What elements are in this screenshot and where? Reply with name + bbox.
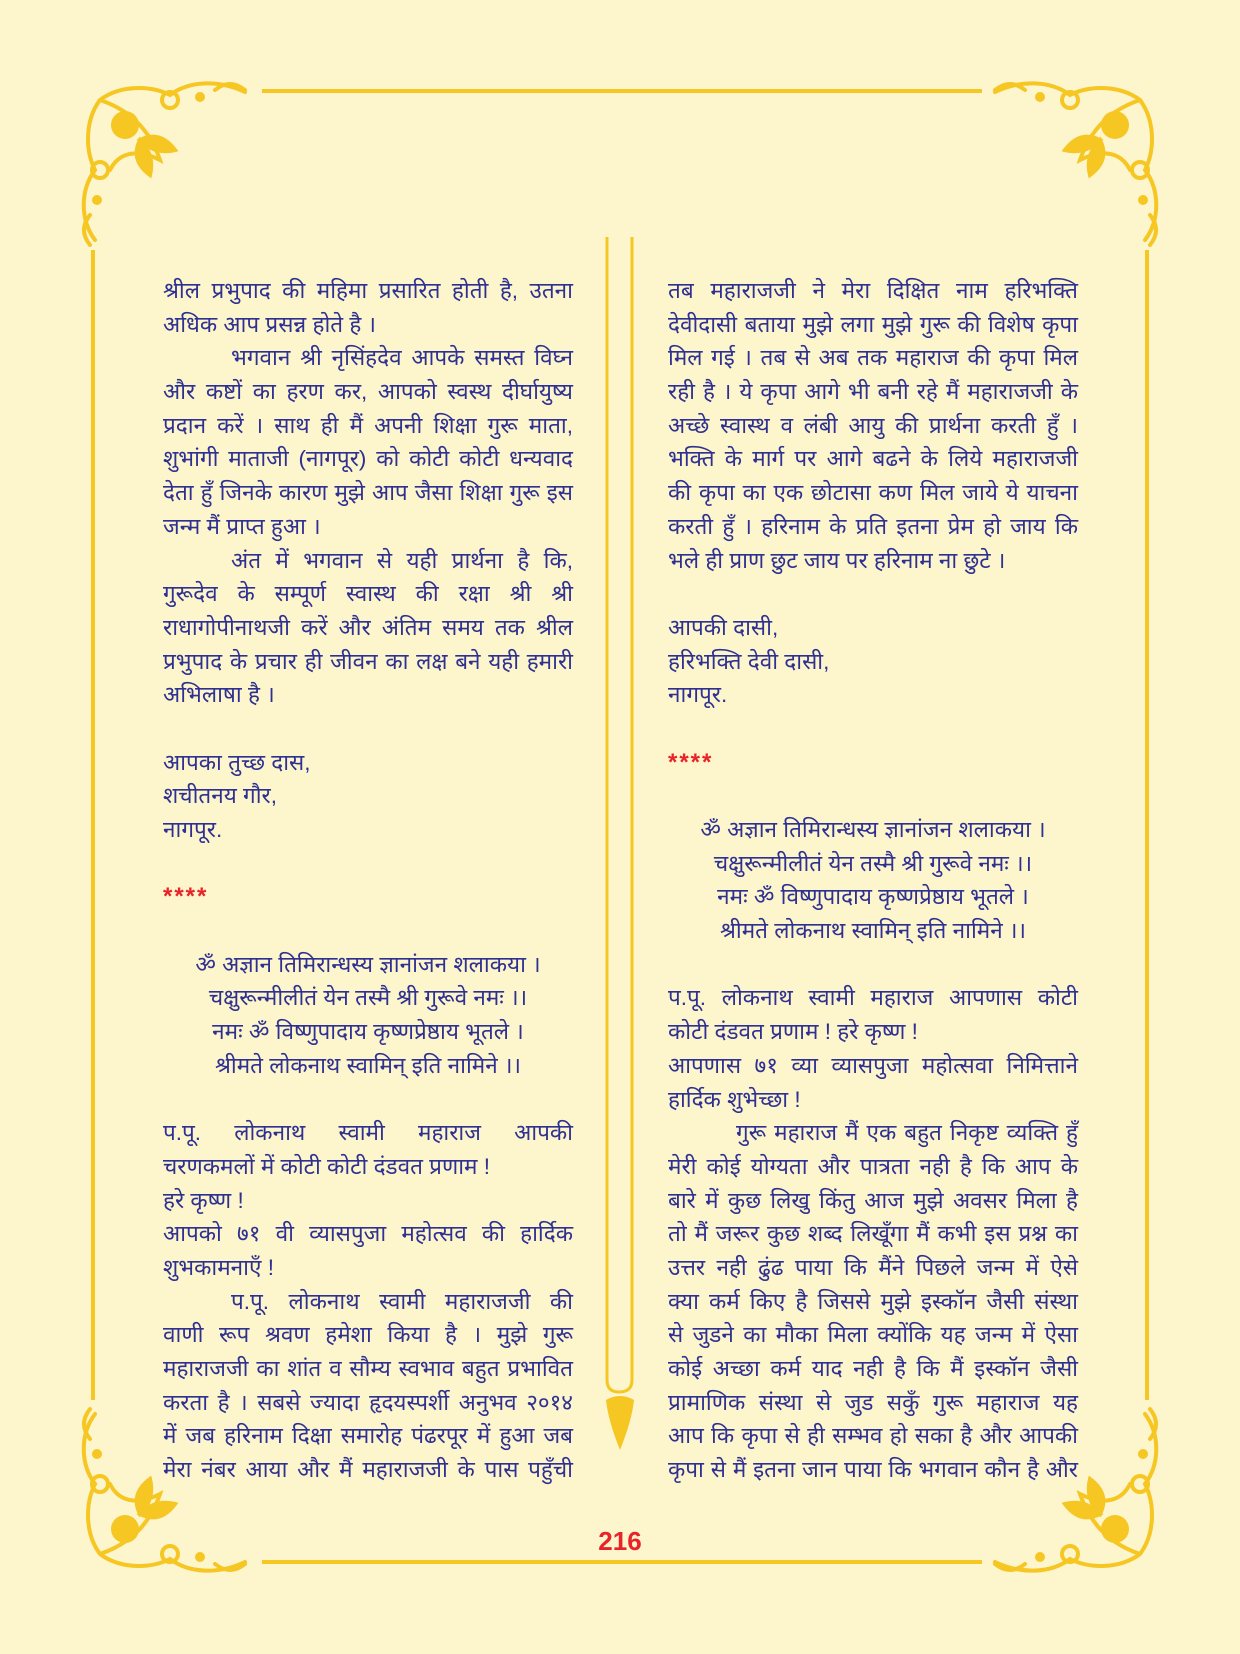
column-divider xyxy=(607,237,632,1392)
text-line: भले ही प्राण छुट जाय पर हरिनाम ना छुटे । xyxy=(668,547,1006,573)
corner-ornament-top-left xyxy=(84,83,245,245)
text-line: महाराजजी का शांत व सौम्य स्वभाव बहुत प्रभावित xyxy=(163,1356,573,1381)
text-line: करता है । सबसे ज्यादा हृदयस्पर्शी अनुभव २०१४ xyxy=(163,1389,573,1415)
text-line: गुरू महाराज मैं एक बहुत निकृष्ट व्यक्ति हुँ xyxy=(736,1120,1078,1146)
text-line: गुरूदेव के सम्पूर्ण स्वास्थ की रक्षा श्री श्री xyxy=(163,581,573,607)
text-line: हार्दिक शुभेच्छा ! xyxy=(668,1086,801,1112)
shloka-line: नमः ॐ विष्णुपादाय कृष्णप्रेष्ठाय भूतले । xyxy=(212,1019,524,1045)
text-line: हरिभक्ति देवी दासी, xyxy=(668,648,830,674)
text-line: देता हुँ जिनके कारण मुझे आप जैसा शिक्षा गुरू इस xyxy=(163,480,573,506)
text-line: कोई अच्छा कर्म याद नही है कि मैं इस्कॉन जैसी xyxy=(668,1356,1078,1381)
text-line: प्रदान करें । साथ ही मैं अपनी शिक्षा गुरू माता, xyxy=(163,412,573,438)
section-separator-stars: **** xyxy=(668,748,714,776)
blank-line xyxy=(163,712,573,746)
text-line: बारे में कुछ लिखु किंतु आज मुझे अवसर मिला है xyxy=(668,1187,1078,1213)
blank-line xyxy=(163,914,573,948)
text-line: में जब हरिनाम दिक्षा समारोह पंढरपूर में हुआ जब xyxy=(163,1423,573,1449)
text-line: क्या कर्म किए है जिससे मुझे इस्कॉन जैसी संस्था xyxy=(668,1288,1078,1314)
text-line: अभिलाषा है । xyxy=(163,682,275,708)
shloka-line: ॐ अज्ञान तिमिरान्धस्य ज्ञानांजन शलाकया । xyxy=(195,951,541,977)
text-line: मेरा नंबर आया और मैं महाराजजी के पास पहुँची xyxy=(163,1457,573,1483)
blank-line xyxy=(668,712,1078,746)
text-line: नागपूर. xyxy=(668,682,728,708)
blank-line xyxy=(163,1083,573,1117)
shloka-line: ॐ अज्ञान तिमिरान्धस्य ज्ञानांजन शलाकया । xyxy=(700,817,1046,842)
divider-drop-ornament xyxy=(606,1396,634,1450)
text-line: चरणकमलों में कोटी कोटी दंडवत प्रणाम ! xyxy=(163,1153,491,1179)
text-line: आपकी दासी, xyxy=(668,614,779,640)
corner-ornament-top-right xyxy=(995,83,1156,245)
shloka-line: नमः ॐ विष्णुपादाय कृष्णप्रेष्ठाय भूतले । xyxy=(717,884,1029,910)
blank-line xyxy=(163,847,573,881)
text-line: देवीदासी बताया मुझे लगा मुझे गुरू की विशेष कृपा xyxy=(668,311,1078,337)
text-line: उत्तर नही ढुंढ पाया कि मैंने पिछले जन्म में ऐसे xyxy=(668,1254,1078,1280)
text-line: कोटी दंडवत प्रणाम ! हरे कृष्ण ! xyxy=(668,1019,918,1045)
text-line: अधिक आप प्रसन्न होते है । xyxy=(163,311,377,337)
blank-line xyxy=(668,577,1078,611)
text-line: प्रभुपाद के प्रचार ही जीवन का लक्ष बने यही हमारी xyxy=(163,648,573,674)
text-line: वाणी रूप श्रवण हमेशा किया है । मुझे गुरू xyxy=(163,1322,573,1348)
text-line: तो मैं जरूर कुछ शब्द लिखूँगा मैं कभी इस प्रश्न का xyxy=(668,1221,1078,1247)
text-line: जन्म मैं प्राप्त हुआ । xyxy=(163,513,321,539)
text-line: हरे कृष्ण ! xyxy=(163,1187,244,1213)
text-line: रही है । ये कृपा आगे भी बनी रहे मैं महाराजजी के xyxy=(668,379,1078,405)
text-line: की कृपा का एक छोटासा कण मिल जाये ये याचना xyxy=(668,480,1078,506)
text-line: आपको ७१ वी व्यासपुजा महोत्सव की हार्दिक xyxy=(163,1221,573,1247)
text-line: प.पू. लोकनाथ स्वामी महाराज आपणास कोटी xyxy=(668,985,1078,1011)
text-line: से जुडने का मौका मिला क्योंकि यह जन्म में ऐसा xyxy=(668,1322,1078,1348)
blank-line xyxy=(668,779,1078,813)
shloka-line: श्रीमते लोकनाथ स्वामिन् इति नामिने ।। xyxy=(719,918,1027,944)
text-line: राधागोपीनाथजी करें और अंतिम समय तक श्रील xyxy=(163,614,573,640)
text-line: कृपा से मैं इतना जान पाया कि भगवान कौन है और xyxy=(668,1457,1078,1483)
text-line: शचीतनय गौर, xyxy=(163,783,277,809)
shloka-line: चक्षुरून्मीलीतं येन तस्मै श्री गुरूवे नमः ।। xyxy=(713,850,1033,876)
text-line: आप कि कृपा से ही सम्भव हो सका है और आपकी xyxy=(668,1423,1078,1449)
text-line: अंत में भगवान से यही प्रार्थना है कि, xyxy=(231,547,573,573)
text-line: शुभांगी माताजी (नागपूर) को कोटी कोटी धन्यवाद xyxy=(163,446,573,472)
text-line: प्रामाणिक संस्था से जुड सकुँ गुरू महाराज यह xyxy=(668,1389,1078,1415)
text-line: प.पू. लोकनाथ स्वामी महाराजजी की xyxy=(231,1288,573,1314)
blank-line xyxy=(668,948,1078,982)
page-number: 216 xyxy=(598,1526,642,1556)
section-separator-stars: **** xyxy=(163,883,209,911)
text-line: तब महाराजजी ने मेरा दिक्षित नाम हरिभक्ति xyxy=(668,278,1078,303)
text-line: आपणास ७१ व्या व्यासपुजा महोत्सवा निमित्ताने xyxy=(668,1052,1078,1078)
text-line: करती हुँ । हरिनाम के प्रति इतना प्रेम हो जाय कि xyxy=(668,513,1078,539)
text-line: शुभकामनाएँ ! xyxy=(163,1254,274,1280)
text-line: भक्ति के मार्ग पर आगे बढने के लिये महाराजजी xyxy=(668,446,1078,472)
text-line: मिल गई । तब से अब तक महाराज की कृपा मिल xyxy=(668,345,1078,371)
text-line: अच्छे स्वास्थ व लंबी आयु की प्रार्थना करती हुँ । xyxy=(668,412,1078,438)
shloka-line: चक्षुरून्मीलीतं येन तस्मै श्री गुरूवे नमः ।। xyxy=(208,985,528,1011)
text-line: भगवान श्री नृसिंहदेव आपके समस्त विघ्न xyxy=(231,345,573,371)
right-column xyxy=(668,274,1078,1487)
text-line: मेरी कोई योग्यता और पात्रता नही है कि आप के xyxy=(668,1153,1078,1179)
text-line: प.पू. लोकनाथ स्वामी महाराज आपकी xyxy=(163,1120,573,1146)
text-line: और कष्टों का हरण कर, आपको स्वस्थ दीर्घायुष्य xyxy=(163,379,573,405)
left-column xyxy=(163,274,573,1487)
text-line: श्रील प्रभुपाद की महिमा प्रसारित होती है, उतना xyxy=(163,278,573,303)
shloka-line: श्रीमते लोकनाथ स्वामिन् इति नामिने ।। xyxy=(214,1052,522,1078)
text-line: नागपूर. xyxy=(163,817,223,842)
text-line: आपका तुच्छ दास, xyxy=(163,749,311,775)
